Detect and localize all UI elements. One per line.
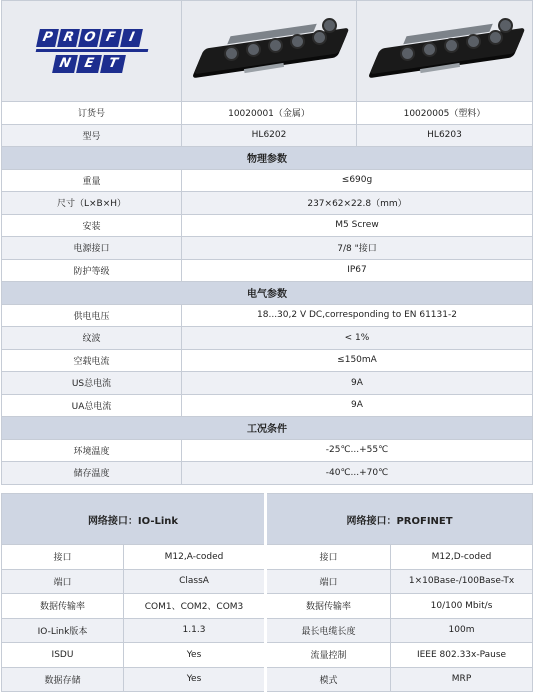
- device-image-metal: [182, 1, 357, 102]
- row-label: 重量: [2, 169, 182, 192]
- logo-letter: N: [52, 55, 78, 73]
- iolink-value: COM1、COM2、COM3: [124, 594, 266, 619]
- row-value: 9A: [182, 372, 533, 395]
- electrical-section-header: [2, 282, 533, 305]
- row-value: < 1%: [182, 327, 533, 350]
- profinet-value: 100m: [391, 618, 533, 643]
- row-value: 9A: [182, 394, 533, 417]
- row-label: 型号: [2, 124, 182, 147]
- row-value: -25℃...+55℃: [182, 439, 533, 462]
- spec-table: [1, 0, 533, 485]
- row-label: 空载电流: [2, 349, 182, 372]
- profinet-value: MRP: [391, 667, 533, 692]
- row-value: M5 Screw: [182, 214, 533, 237]
- row-value: 7/8 "接口: [182, 237, 533, 260]
- table-row: [2, 545, 533, 570]
- section-title: 电气参数: [2, 282, 533, 305]
- model-plastic: HL6203: [357, 124, 533, 147]
- iolink-label: ISDU: [2, 643, 124, 668]
- row-label: 安装: [2, 214, 182, 237]
- iolink-title: 网络接口：IO-Link: [2, 494, 266, 545]
- profinet-value: 1×10Base-/100Base-Tx: [391, 569, 533, 594]
- table-row: [2, 169, 533, 192]
- network-header-row: [2, 494, 533, 545]
- profinet-label: 端口: [266, 569, 391, 594]
- section-title: 工况条件: [2, 417, 533, 440]
- conditions-section-header: [2, 417, 533, 440]
- table-row: [2, 304, 533, 327]
- row-label: 电源接口: [2, 237, 182, 260]
- profinet-value: 10/100 Mbit/s: [391, 594, 533, 619]
- iolink-label: 数据存储: [2, 667, 124, 692]
- row-value: -40℃...+70℃: [182, 462, 533, 485]
- model-metal: HL6202: [182, 124, 357, 147]
- iolink-value: Yes: [124, 667, 266, 692]
- profinet-logo: [36, 23, 148, 79]
- row-label: 防护等级: [2, 259, 182, 282]
- profinet-label: 数据传输率: [266, 594, 391, 619]
- row-value: ≤150mA: [182, 349, 533, 372]
- model-row: [2, 124, 533, 147]
- row-label: UA总电流: [2, 394, 182, 417]
- row-value: IP67: [182, 259, 533, 282]
- row-value: 18...30,2 V DC,corresponding to EN 61131-2: [182, 304, 533, 327]
- logo-letter: T: [100, 55, 126, 73]
- table-row: [2, 667, 533, 692]
- iolink-value: Yes: [124, 643, 266, 668]
- logo-letter: R: [57, 29, 80, 47]
- table-row: [2, 259, 533, 282]
- table-row: [2, 462, 533, 485]
- row-label: 订货号: [2, 102, 182, 125]
- iolink-label: 端口: [2, 569, 124, 594]
- row-value: ≤690g: [182, 169, 533, 192]
- row-value: 237×62×22.8（mm）: [182, 192, 533, 215]
- profinet-logo-cell: [2, 1, 182, 102]
- profinet-label: 最长电缆长度: [266, 618, 391, 643]
- logo-letter: E: [76, 55, 102, 73]
- order-no-row: [2, 102, 533, 125]
- logo-letter: O: [78, 29, 101, 47]
- profinet-value: IEEE 802.33x-Pause: [391, 643, 533, 668]
- device-metal-icon: [194, 16, 344, 86]
- header-row: [2, 1, 533, 102]
- row-label: US总电流: [2, 372, 182, 395]
- iolink-label: IO-Link版本: [2, 618, 124, 643]
- network-table: [1, 493, 533, 692]
- profinet-label: 接口: [266, 545, 391, 570]
- device-plastic-icon: [370, 16, 520, 86]
- table-row: [2, 594, 533, 619]
- iolink-value: ClassA: [124, 569, 266, 594]
- table-row: [2, 439, 533, 462]
- device-image-plastic: [357, 1, 533, 102]
- table-row: [2, 237, 533, 260]
- table-row: [2, 372, 533, 395]
- logo-letter: I: [120, 29, 143, 47]
- iolink-value: M12,A-coded: [124, 545, 266, 570]
- row-label: 尺寸（L×B×H）: [2, 192, 182, 215]
- table-row: [2, 214, 533, 237]
- table-row: [2, 569, 533, 594]
- table-row: [2, 349, 533, 372]
- order-no-metal: 10020001（金属）: [182, 102, 357, 125]
- row-label: 储存温度: [2, 462, 182, 485]
- table-row: [2, 327, 533, 350]
- profinet-title: 网络接口：PROFINET: [266, 494, 533, 545]
- logo-letter: F: [99, 29, 122, 47]
- row-label: 纹波: [2, 327, 182, 350]
- profinet-value: M12,D-coded: [391, 545, 533, 570]
- section-title: 物理参数: [2, 147, 533, 170]
- order-no-plastic: 10020005（塑料）: [357, 102, 533, 125]
- profinet-label: 流量控制: [266, 643, 391, 668]
- row-label: 供电电压: [2, 304, 182, 327]
- iolink-value: 1.1.3: [124, 618, 266, 643]
- table-row: [2, 643, 533, 668]
- row-label: 环境温度: [2, 439, 182, 462]
- table-row: [2, 192, 533, 215]
- physical-section-header: [2, 147, 533, 170]
- iolink-label: 数据传输率: [2, 594, 124, 619]
- iolink-label: 接口: [2, 545, 124, 570]
- logo-letter: P: [36, 29, 59, 47]
- table-row: [2, 394, 533, 417]
- table-row: [2, 618, 533, 643]
- profinet-label: 模式: [266, 667, 391, 692]
